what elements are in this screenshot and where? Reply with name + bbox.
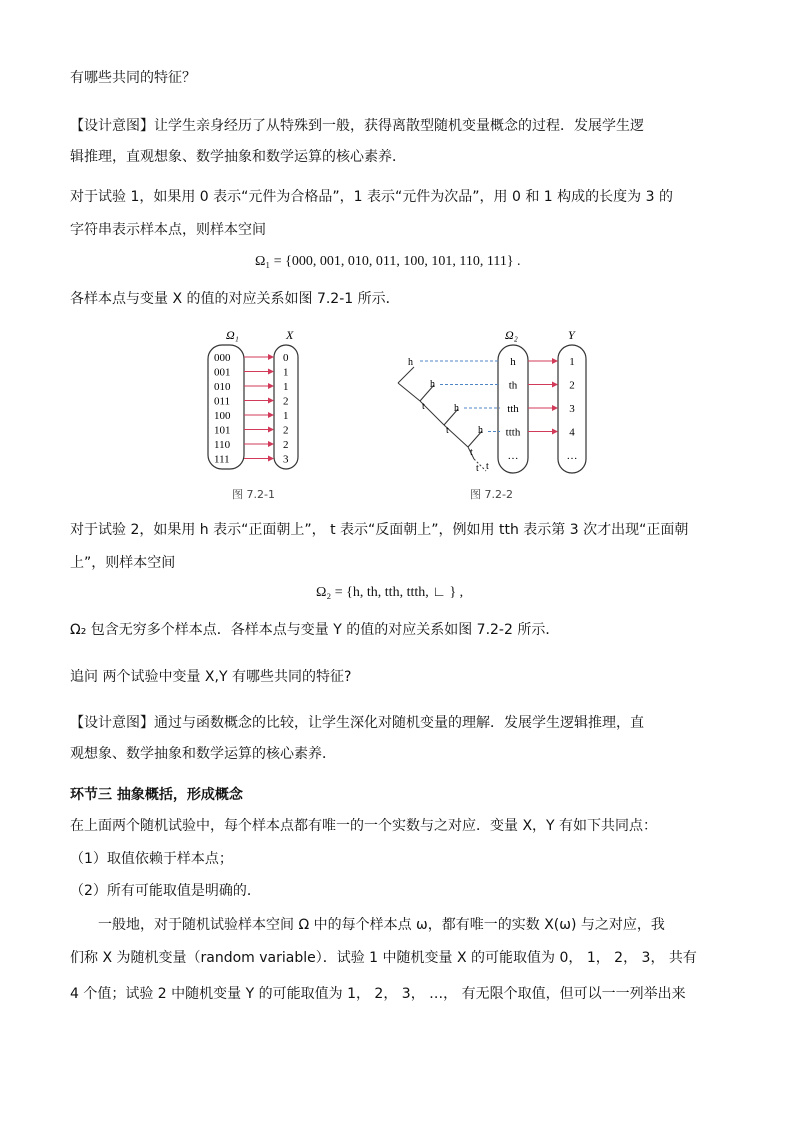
figure-7-2-2 [390,325,600,485]
text-line: 4 个值；试验 2 中随机变量 Y 的可能取值为 1， 2， 3， …， 有无限个取值，但可以一一列举出来 [70,986,686,1002]
text-line: 各样本点与变量 X 的值的对应关系如图 7.2-1 所示． [70,291,400,307]
fig2-caption: 图 7.2-2 [470,488,513,501]
fig1-sample-point: 111 [214,453,230,466]
fig1-left-header: Ω₁ [226,328,239,342]
fig2-tree-label: t [486,461,489,472]
formula-omega2: Ω₂ = {h, th, tth, ttth, ∟ } , [316,585,464,600]
fig2-tree-label: t [470,447,473,458]
fig2-value: 3 [569,403,575,415]
fig2-sample-point: tth [507,403,519,415]
fig2-sample-point: h [510,356,516,368]
fig1-caption: 图 7.2-1 [232,488,275,501]
text-line: 辑推理，直观想象、数学抽象和数学运算的核心素养． [70,149,406,165]
fig2-sample-point: th [508,379,518,392]
text-line: 对于试验 1，如果用 0 表示“元件为合格品”，1 表示“元件为次品”，用 0 和 1 构成的长度为 3 的 [70,189,673,205]
list-item: （2）所有可能取值是明确的． [70,883,261,899]
fig1-sample-point: 000 [214,352,231,364]
text-line: 上”，则样本空间 [70,555,176,571]
fig2-sample-point: ttth [505,426,521,439]
fig2-tree-label: h [454,403,459,414]
text-line: 有哪些共同的特征？ [70,70,196,86]
definition-text: 一般地，对于随机试验样本空间 Ω 中的每个样本点 ω，都有唯一的实数 X(ω) 与之对应，我 [98,917,665,933]
fig2-value: 4 [569,426,575,439]
fig2-value: … [566,450,578,462]
fig1-sample-point: 100 [214,410,231,422]
fig1-value: 2 [283,424,289,437]
fig2-tree-label: h [408,357,413,368]
text-line: 观想象、数学抽象和数学运算的核心素养． [70,746,336,762]
fig2-sample-point: … [507,450,519,462]
text-line: Ω₂ 包含无穷多个样本点．各样本点与变量 Y 的值的对应关系如图 7.2-2 所示． [70,622,560,638]
text-line: 对于试验 2，如果用 h 表示“正面朝上”， t 表示“反面朝上”，例如用 tth 表示第 3 次才出现“正面朝 [70,522,689,538]
fig1-right-header: X [286,328,294,342]
fig1-sample-point: 001 [214,366,231,379]
fig1-value: 1 [283,410,289,422]
fig1-sample-point: 011 [214,395,231,408]
list-item: （1）取值依赖于样本点； [70,851,233,867]
fig2-tree-label: t [476,463,479,474]
fig1-sample-point: 010 [214,381,231,393]
fig2-tree-label: t [422,401,425,412]
design-intent-1: 【设计意图】让学生亲身经历了从特殊到一般，获得离散型随机变量概念的过程．发展学生逻 [70,118,644,134]
fig2-tree-label: h [430,379,435,390]
fig1-value: 3 [283,453,289,466]
text-line: 在上面两个随机试验中，每个样本点都有唯一的一个实数与之对应．变量 X，Y 有如下共同点： [70,818,658,834]
section-heading: 环节三 抽象概括，形成概念 [70,787,243,803]
fig1-sample-point: 101 [214,424,231,437]
fig1-value: 2 [283,439,289,451]
text-line: 字符串表示样本点，则样本空间 [70,222,266,238]
fig2-value: 1 [569,356,575,368]
fig2-value: 2 [569,379,575,392]
fig1-value: 1 [283,381,289,393]
fig1-value: 0 [283,352,289,364]
fig2-right-header: Y [568,328,575,342]
fig2-tree-label: h [478,425,483,436]
figure-7-2-1 [200,325,320,505]
follow-up-question: 追问 两个试验中变量 X,Y 有哪些共同的特征? [70,669,352,685]
fig1-value: 2 [283,395,289,408]
fig1-value: 1 [283,366,289,379]
formula-omega1: Ω₁ = {000, 001, 010, 011, 100, 101, 110, 111} . [255,254,521,269]
fig2-tree-label: t [446,425,449,436]
text-line: 们称 X 为随机变量（random variable）．试验 1 中随机变量 X 的可能取值为 0， 1， 2， 3， 共有 [70,950,697,966]
design-intent-2: 【设计意图】通过与函数概念的比较，让学生深化对随机变量的理解．发展学生逻辑推理，直 [70,715,644,731]
fig2-left-header: Ω₂ [505,328,518,342]
fig1-sample-point: 110 [214,439,231,451]
